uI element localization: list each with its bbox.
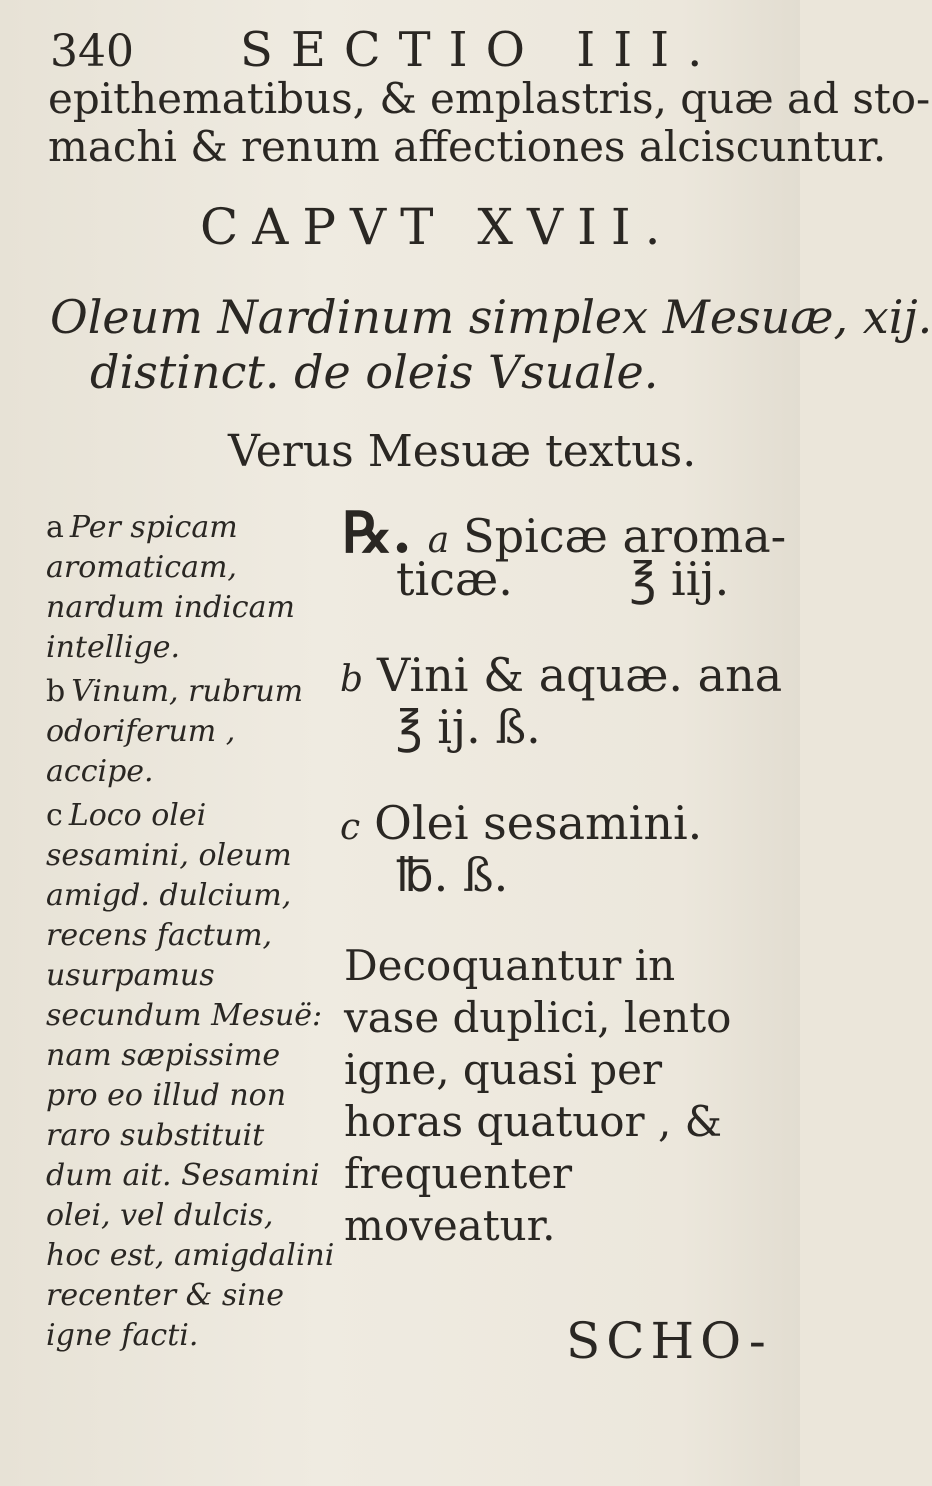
chapter-title-line-2: distinct. de oleis Vsuale. <box>90 345 659 399</box>
page-number: 340 <box>50 26 134 77</box>
ingredient-letter: a <box>427 520 450 561</box>
recipe-line-c2: ℔. ß. <box>396 848 509 902</box>
body-line-1: epithematibus, & emplastris, quæ ad sto- <box>48 74 931 123</box>
notes-column <box>46 508 336 1360</box>
note-text: Loco olei sesamini, oleum amigd. dulcium, recens factum, usurpamus secundum Mesuë: nam sæpissime pro eo illud non raro substituit dum ait. Sesamini olei, vel dulcis, hoc est, amigdalini recenter & sine igne facti. <box>46 798 335 1353</box>
recipe-directions: Decoquantur in vase duplici, lento igne, quasi per horas quatuor , & frequenter moveatur. <box>344 941 732 1250</box>
note-b <box>46 672 336 792</box>
recipe-symbol: ℞. <box>342 500 412 566</box>
recipe-line-c1 <box>340 796 702 850</box>
note-mark: b <box>46 674 66 709</box>
body-line-2: machi & renum affectiones alciscuntur. <box>48 122 887 171</box>
note-mark: c <box>46 798 63 833</box>
note-a <box>46 508 336 668</box>
ingredient-letter: b <box>340 659 364 700</box>
ingredient-text: Olei sesamini. <box>374 796 703 850</box>
ingredient-text: Vini & aquæ. ana <box>377 648 783 702</box>
chapter-heading: CAPVT XVII. <box>200 198 675 256</box>
note-c <box>46 796 336 1356</box>
ingredient-text: Spicæ aroma- <box>463 509 787 563</box>
recipe-line-b1 <box>340 648 782 702</box>
catchword: SCHO- <box>566 1312 772 1370</box>
recipe-line-b2: ℥ ij. ß. <box>396 700 541 754</box>
note-mark: a <box>46 510 64 545</box>
subheading: Verus Mesuæ textus. <box>228 426 697 477</box>
note-text: Vinum, rubrum odoriferum , accipe. <box>46 674 304 789</box>
ingredient-letter: c <box>340 807 361 848</box>
chapter-title-line-1: Oleum Nardinum simplex Mesuæ, xij. <box>50 290 932 344</box>
recipe-line-a2: ticæ. ℥ iij. <box>396 552 730 606</box>
running-head: SECTIO III. <box>240 22 721 78</box>
note-text: Per spicam aromaticam, nardum indicam intellige. <box>46 510 295 665</box>
